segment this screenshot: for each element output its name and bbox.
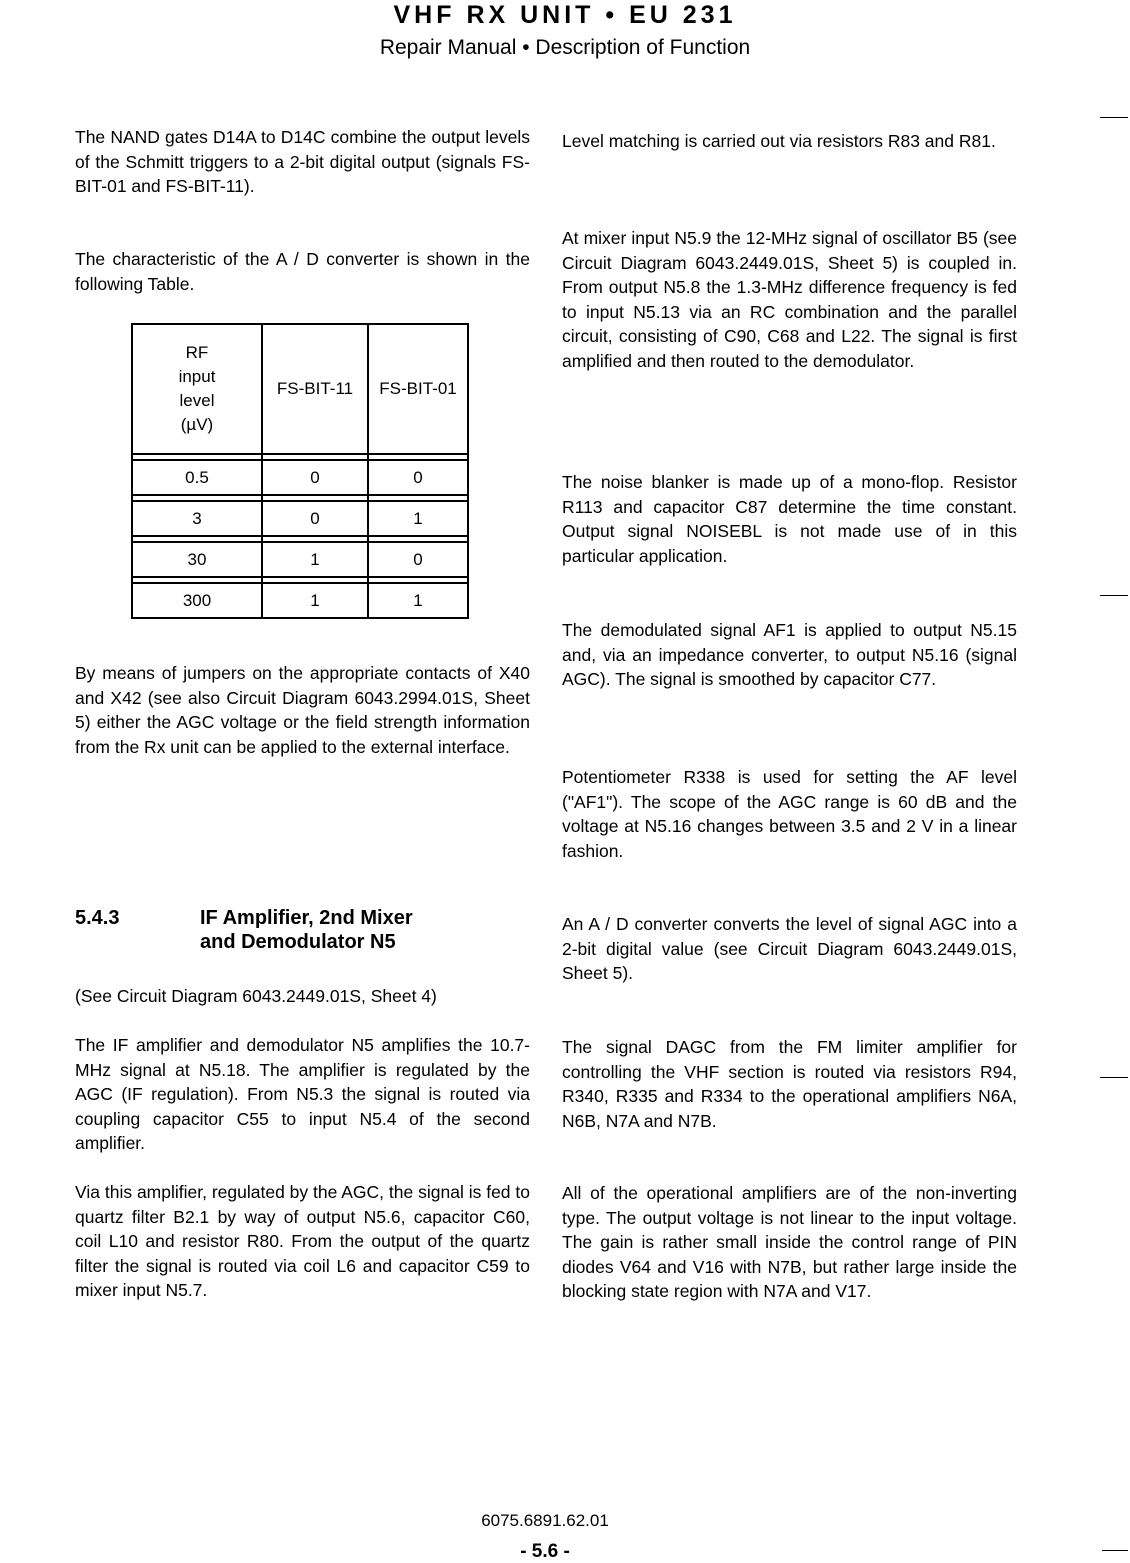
table-row <box>132 460 468 495</box>
header-line: RF <box>185 343 209 362</box>
bit11-cell: 0 <box>262 460 368 495</box>
fs-bit-01-header: FS-BIT-01 <box>368 324 468 454</box>
margin-mark <box>1100 595 1128 596</box>
bit01-cell: 0 <box>368 460 468 495</box>
document-number: 6075.6891.62.01 <box>481 1511 609 1530</box>
table-row <box>132 583 468 618</box>
right-paragraph-6: An A / D converter converts the level of signal AGC into a 2-bit digital value (see Circuit Diagram 6043.2449.01S, Sheet 5). <box>562 914 1017 983</box>
ad-converter-table <box>131 323 469 619</box>
rf-cell: 0.5 <box>132 460 262 495</box>
left-paragraph-5: The IF amplifier and demodulator N5 amplifies the 10.7-MHz signal at N5.18. The amplifier is regulated by the AGC (IF regulation). From N5.3 the signal is routed via coupling capacitor C55 to input N5.4 of the second amplifier. <box>75 1035 530 1153</box>
table-header-row <box>132 324 468 454</box>
margin-mark <box>1100 1077 1128 1078</box>
page-number: - 5.6 - <box>520 1541 570 1562</box>
table-row <box>132 542 468 577</box>
margin-mark <box>1102 1550 1128 1551</box>
header-line: input <box>178 367 216 386</box>
table-row <box>132 501 468 536</box>
left-paragraph-6: Via this amplifier, regulated by the AGC, the signal is fed to quartz filter B2.1 by way of output N5.6, capacitor C60, coil L10 and resistor R80. From the output of the quartz filter the signal is routed via coil L6 and capacitor C59 to mixer input N5.7. <box>75 1182 530 1300</box>
section-title-line: and Demodulator N5 <box>200 931 396 953</box>
right-paragraph-1: Level matching is carried out via resistors R83 and R81. <box>562 131 996 151</box>
rf-cell: 300 <box>132 583 262 618</box>
bit01-cell: 1 <box>368 583 468 618</box>
fs-bit-11-header: FS-BIT-11 <box>262 324 368 454</box>
section-title <box>200 906 413 954</box>
left-paragraph-3: By means of jumpers on the appropriate contacts of X40 and X42 (see also Circuit Diagram 6043.2994.01S, Sheet 5) either the AGC voltage or the field strength information from the Rx unit can be applied to the external interface. <box>75 663 530 757</box>
margin-mark <box>1100 117 1128 118</box>
page-subtitle: Repair Manual • Description of Function <box>379 36 751 59</box>
bit11-cell: 0 <box>262 501 368 536</box>
right-paragraph-7: The signal DAGC from the FM limiter amplifier for controlling the VHF section is routed via resistors R94, R340, R335 and R334 to the operational amplifiers N6A, N6B, N7A and N7B. <box>562 1037 1017 1131</box>
right-paragraph-3: The noise blanker is made up of a mono-flop. Resistor R113 and capacitor C87 determine the time constant. Output signal NOISEBL is not made use of in this particular application. <box>562 472 1017 566</box>
bit11-cell: 1 <box>262 583 368 618</box>
right-paragraph-4: The demodulated signal AF1 is applied to output N5.15 and, via an impedance converter, to output N5.16 (signal AGC). The signal is smoothed by capacitor C77. <box>562 620 1017 689</box>
section-title-line: IF Amplifier, 2nd Mixer <box>200 907 413 929</box>
rf-cell: 30 <box>132 542 262 577</box>
page-title: VHF RX UNIT • EU 231 <box>393 1 737 29</box>
header-line: (µV) <box>180 415 214 434</box>
header-line: level <box>179 391 215 410</box>
rf-input-level-header <box>132 324 262 454</box>
rf-cell: 3 <box>132 501 262 536</box>
right-paragraph-2: At mixer input N5.9 the 12-MHz signal of oscillator B5 (see Circuit Diagram 6043.2449.01S, Sheet 5) is coupled in. From output N5.8 the 1.3-MHz difference frequency is fed to input N5.13 via an RC combination and the parallel circuit, consisting of C90, C68 and L22. The signal is first amplified and then routed to the demodulator. <box>562 228 1017 371</box>
right-paragraph-8: All of the operational amplifiers are of the non-inverting type. The output voltage is not linear to the input voltage. The gain is rather small inside the control range of PIN diodes V64 and V16 with N7B, but rather large inside the blocking state region with N7A and V17. <box>562 1183 1017 1301</box>
section-number: 5.4.3 <box>75 907 120 929</box>
left-paragraph-2: The characteristic of the A / D converter is shown in the following Table. <box>75 249 530 294</box>
right-paragraph-5: Potentiometer R338 is used for setting the AF level ("AF1"). The scope of the AGC range is 60 dB and the voltage at N5.16 changes between 3.5 and 2 V in a linear fashion. <box>562 767 1017 861</box>
bit01-cell: 1 <box>368 501 468 536</box>
left-paragraph-1: The NAND gates D14A to D14C combine the output levels of the Schmitt triggers to a 2-bit digital output (signals FS-BIT-01 and FS-BIT-11). <box>75 127 530 196</box>
left-paragraph-4: (See Circuit Diagram 6043.2449.01S, Sheet 4) <box>75 986 437 1006</box>
bit11-cell: 1 <box>262 542 368 577</box>
bit01-cell: 0 <box>368 542 468 577</box>
